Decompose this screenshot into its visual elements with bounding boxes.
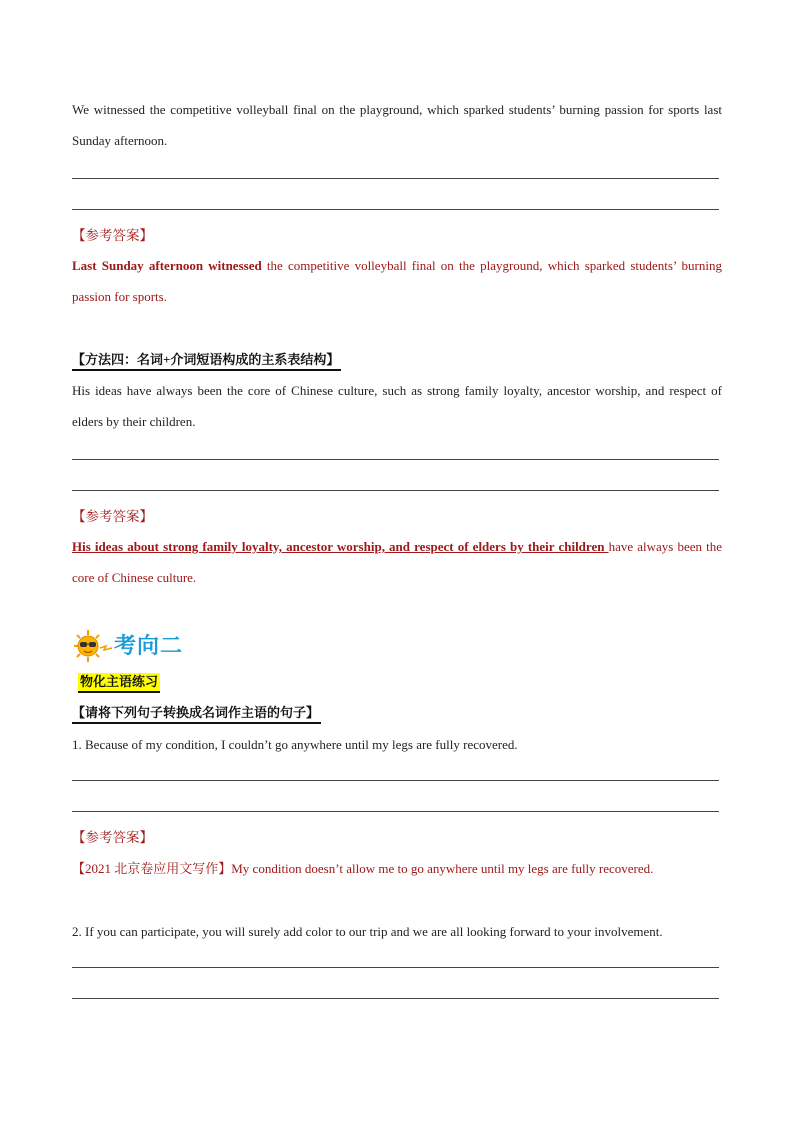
answer-text-1 (72, 250, 722, 312)
answer-line (72, 998, 719, 999)
question-text-3: 1. Because of my condition, I couldn’t go anywhere until my legs are fully recovered. (72, 737, 518, 752)
sun-sunglasses-icon (72, 628, 116, 664)
question-text-1: We witnessed the competitive volleyball final on the playground, which sparked students’ burning passion for sports last Sunday afternoon. (72, 102, 722, 148)
answer-line (72, 178, 719, 179)
section-subtitle: 物化主语练习 (78, 673, 160, 693)
answer-key-phrase: Last Sunday afternoon witnessed (72, 258, 262, 273)
answer-label: 【参考答案】 (72, 830, 153, 845)
answer-line (72, 811, 719, 812)
answer-line (72, 490, 719, 491)
answer-text-2 (72, 531, 722, 593)
question-text-2: His ideas have always been the core of Chinese culture, such as strong family loyalty, ancestor worship, and respect of elders by their children. (72, 383, 722, 429)
answer-label: 【参考答案】 (72, 509, 153, 524)
answer-rest: the competitive volleyball final on the playground, which sparked students’ burning passion for sports. (72, 258, 722, 304)
answer-line (72, 209, 719, 210)
answer-rest: have always been the core of Chinese culture. (72, 539, 723, 585)
answer-text-3: 【2021 北京卷应用文写作】My condition doesn’t allow me to go anywhere until my legs are fully recovered. (72, 861, 654, 876)
answer-label: 【参考答案】 (72, 228, 153, 243)
answer-line (72, 459, 719, 460)
method-title: 【方法四：名词+介词短语构成的主系表结构】 (72, 351, 341, 371)
question-text-4: 2. If you can participate, you will surely add color to our trip and we are all looking forward to your involvement. (72, 924, 663, 939)
answer-key-phrase: His ideas about strong family loyalty, ancestor worship, and respect of elders by their children (72, 539, 609, 554)
answer-line (72, 967, 719, 968)
section-title: 考向二 (114, 633, 184, 658)
instruction-title: 【请将下列句子转换成名词作主语的句子】 (72, 704, 321, 724)
answer-line (72, 780, 719, 781)
